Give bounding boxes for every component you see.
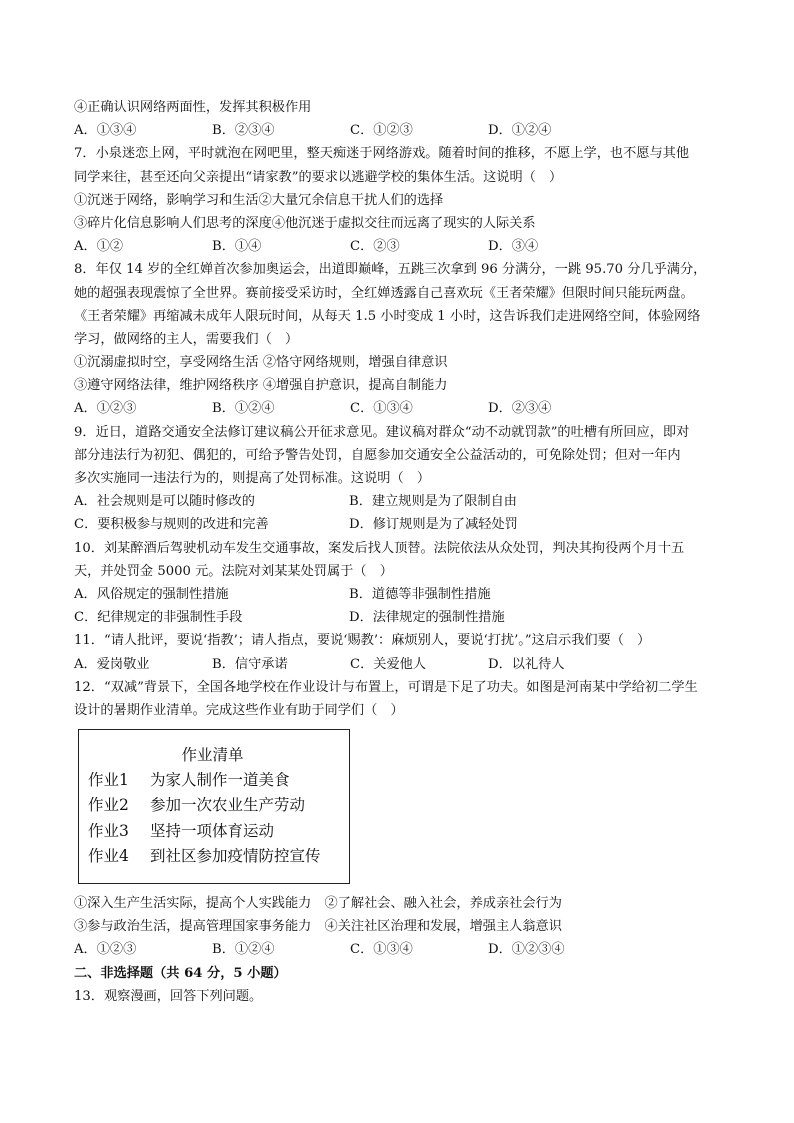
option-c[interactable]: C．关爱他人 — [350, 656, 427, 672]
option-c[interactable]: C．②③ — [350, 239, 400, 255]
q13-stem: 13．观察漫画，回答下列问题。 — [74, 988, 263, 1004]
q12-item: ①深入生产生活实际，提高个人实践能力 ②了解社会、融入社会，养成亲社会行为 — [74, 896, 562, 912]
q11-options — [74, 653, 724, 676]
option-d[interactable]: D．①②④ — [488, 123, 552, 139]
q8-stem: 她的超强表现震惊了全世界。赛前接受采访时，全红婵透露自己喜欢玩《王者荣耀》但限时间只能玩两盘。 — [74, 285, 694, 301]
section-heading: 二、非选择题（共 64 分，5 小题） — [74, 965, 287, 981]
option-d[interactable]: D．修订规则是为了减轻处罚 — [349, 517, 518, 533]
q7-item: ③碎片化信息影响人们思考的深度④他沉迷于虚拟交往而远离了现实的人际关系 — [74, 215, 536, 231]
homework-key: 作业4 — [88, 846, 129, 865]
q12-item: ③参与政治生活，提高管理国家事务能力 ④关注社区治理和发展，增强主人翁意识 — [74, 919, 562, 935]
option-a[interactable]: A．风俗规定的强制性措施 — [74, 586, 229, 602]
q10-stem: 天，并处罚金 5000 元。法院对刘某某处罚属于（ ） — [74, 563, 393, 579]
option-b[interactable]: B．信守承诺 — [212, 656, 288, 672]
homework-key: 作业1 — [88, 771, 129, 790]
homework-list-title: 作业清单 — [181, 746, 244, 765]
homework-row — [88, 819, 341, 844]
q8-stem: 8．年仅 14 岁的全红婵首次参加奥运会，出道即巅峰，五跳三次拿到 96 分满分，一跳 95.70 分几乎满分， — [74, 262, 707, 278]
homework-row — [88, 793, 341, 818]
q10-options-row-2 — [74, 606, 724, 629]
q6-item-4: ④正确认识网络两面性，发挥其积极作用 — [74, 100, 312, 115]
q7-stem: 同学来往，甚至还向父亲提出“请家教”的要求以逃避学校的集体生活。这说明（ ） — [74, 169, 563, 185]
option-d[interactable]: D．②③④ — [488, 401, 552, 417]
q8-item: ③遵守网络法律，维护网络秩序 ④增强自护意识，提高自制能力 — [74, 378, 448, 394]
option-a[interactable]: A．①②③ — [74, 401, 137, 417]
q10-options-row-1 — [74, 583, 724, 606]
option-b[interactable]: B．②③④ — [212, 123, 275, 139]
q7-item: ①沉迷于网络，影响学习和生活②大量冗余信息干扰人们的选择 — [74, 192, 444, 208]
q7-options — [74, 235, 724, 258]
homework-text: 到社区参加疫情防控宣传 — [150, 846, 321, 865]
exam-page — [74, 96, 724, 1008]
homework-row — [88, 844, 341, 869]
option-b[interactable]: B．建立规则是为了限制自由 — [349, 494, 517, 510]
option-b[interactable]: B．①②④ — [212, 942, 275, 958]
option-a[interactable]: A．社会规则是可以随时修改的 — [74, 494, 255, 510]
q12-stem: 设计的暑期作业清单。完成这些作业有助于同学们（ ） — [74, 702, 404, 718]
option-a[interactable]: A．①②③ — [74, 942, 137, 958]
q8-options — [74, 397, 724, 420]
option-c[interactable]: C．①③④ — [350, 401, 413, 417]
option-d[interactable]: D．③④ — [488, 239, 539, 255]
option-c[interactable]: C．①③④ — [350, 942, 413, 958]
q8-item: ①沉溺虚拟时空，享受网络生活 ②恪守网络规则，增强自律意识 — [74, 355, 448, 371]
q9-options-row-2 — [74, 513, 724, 536]
q9-options-row-1 — [74, 490, 724, 513]
homework-text: 参加一次农业生产劳动 — [150, 796, 306, 815]
option-a[interactable]: A．①② — [74, 239, 124, 255]
q10-stem: 10．刘某醉酒后驾驶机动车发生交通事故，案发后找人顶替。法院依法从众处罚，判决其拘役两个月十五 — [74, 540, 685, 556]
option-d[interactable]: D．法律规定的强制性措施 — [349, 610, 505, 626]
homework-list-figure — [74, 722, 724, 892]
option-c[interactable]: C．①②③ — [350, 123, 413, 139]
q9-stem: 多次实施同一违法行为的，则提高了处罚标准。这说明（ ） — [74, 471, 431, 486]
option-c[interactable]: C．要积极参与规则的改进和完善 — [74, 517, 269, 533]
homework-key: 作业2 — [88, 796, 129, 815]
option-d[interactable]: D．①②③④ — [488, 942, 565, 958]
homework-row — [88, 768, 341, 793]
homework-list-box — [78, 729, 350, 884]
q12-options — [74, 938, 724, 961]
q8-stem: 《王者荣耀》再缩减未成年人限玩时间，从每天 1.5 小时变成 1 小时，这告诉我们走进网络空间，体验网络 — [74, 308, 701, 324]
q8-stem: 学习，做网络的主人，需要我们（ ） — [74, 331, 299, 347]
q6-options — [74, 119, 724, 142]
option-a[interactable]: A．爱岗敬业 — [74, 656, 150, 672]
option-b[interactable]: B．①④ — [212, 239, 262, 255]
homework-text: 为家人制作一道美食 — [150, 771, 290, 790]
q12-stem: 12．“双减”背景下，全国各地学校在作业设计与布置上，可谓是下足了功夫。如图是河南某中学给初二学生 — [74, 679, 698, 695]
q9-stem: 9．近日，道路交通安全法修订建议稿公开征求意见。建议稿对群众“动不动就罚款”的吐槽有所回应，即对 — [74, 424, 690, 440]
option-b[interactable]: B．道德等非强制性措施 — [349, 586, 491, 602]
q11-stem: 11．“请人批评，要说‘指教’；请人指点，要说‘赐教’：麻烦别人，要说‘打扰’。”这启示我们要（ ） — [74, 633, 651, 649]
homework-key: 作业3 — [88, 821, 129, 840]
option-c[interactable]: C．纪律规定的非强制性手段 — [74, 610, 243, 626]
homework-text: 坚持一项体育运动 — [150, 821, 275, 840]
q9-stem: 部分违法行为初犯、偶犯的，可给予警告处罚，自愿参加交通安全公益活动的，可免除处罚；但对一年内 — [74, 447, 681, 463]
option-d[interactable]: D．以礼待人 — [488, 656, 565, 672]
option-a[interactable]: A．①③④ — [74, 123, 137, 139]
q7-stem: 7．小泉迷恋上网，平时就泡在网吧里，整天痴迷于网络游戏。随着时间的推移，不愿上学，也不愿与其他 — [74, 146, 690, 162]
option-b[interactable]: B．①②④ — [212, 401, 275, 417]
